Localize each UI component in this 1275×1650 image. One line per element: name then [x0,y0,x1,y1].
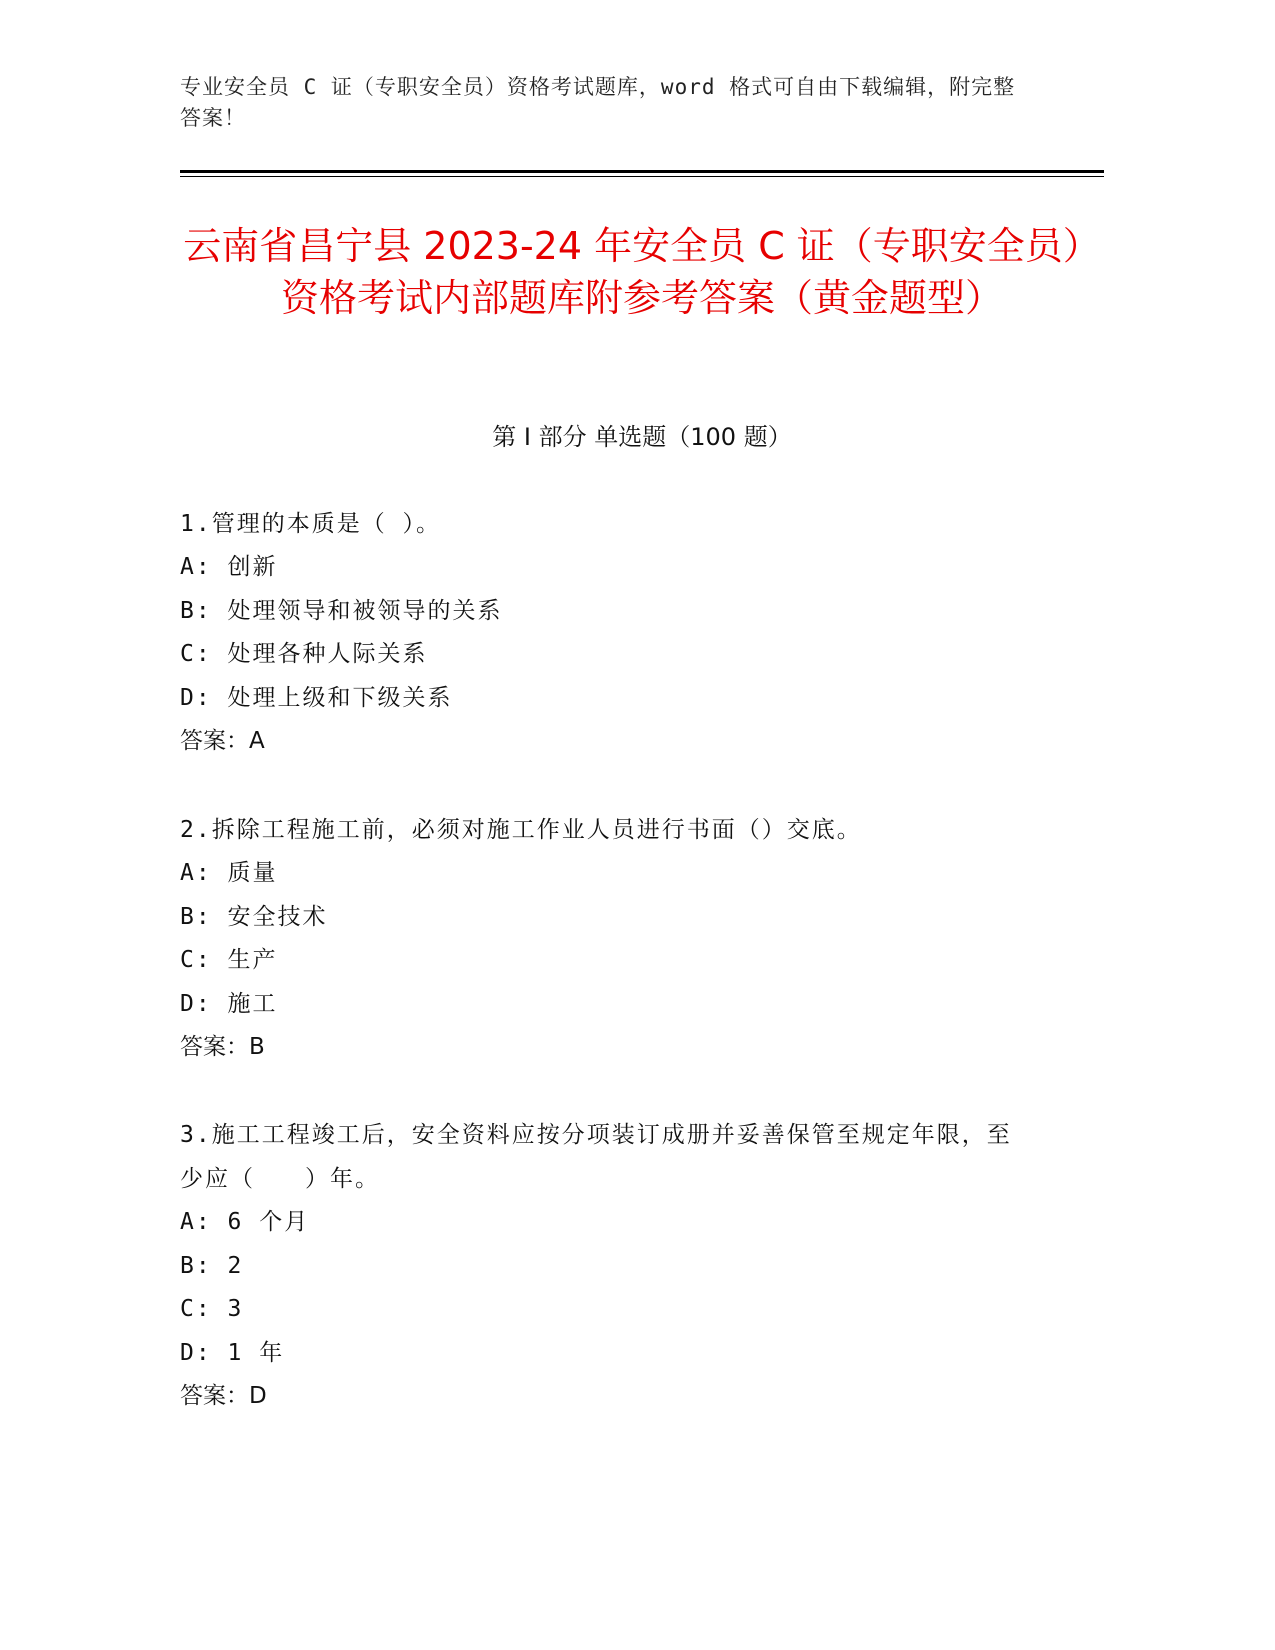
option-d: D: 处理上级和下级关系 [180,684,453,711]
option-c: C: 生产 [180,947,278,973]
option-d: D: 施工 [180,990,278,1017]
answer: 答案：B [180,1034,265,1060]
option-b: B: 安全技术 [180,903,328,930]
answer: 答案：D [180,1383,267,1409]
question-stem: 1.管理的本质是（ ）。 [180,511,442,537]
option-a: A: 创新 [180,554,278,580]
option-a: A: 质量 [180,860,278,886]
question-block [180,502,1030,764]
question-stem: 3.施工工程竣工后，安全资料应按分项装订成册并妥善保管至规定年限，至少应（ ）年。 [180,1122,1012,1192]
option-b: B: 2 [180,1252,244,1279]
header-note: 专业安全员 C 证（专职安全员）资格考试题库，word 格式可自由下载编辑，附完整答案！ [180,75,1016,130]
answer: 答案：A [180,728,265,754]
section-heading: 第 I 部分 单选题（100 题） [492,423,792,451]
question-stem: 2.拆除工程施工前，必须对施工作业人员进行书面（）交底。 [180,817,862,843]
option-c: C: 处理各种人际关系 [180,641,428,667]
document-title: 云南省昌宁县 2023-24 年安全员 C 证（专职安全员）资格考试内部题库附参考答案（黄金题型） [183,224,1101,320]
option-c: C: 3 [180,1296,244,1322]
option-b: B: 处理领导和被领导的关系 [180,597,503,624]
header-divider-thick [180,170,1104,173]
option-d: D: 1 年 [180,1339,285,1366]
question-block [180,808,1030,1070]
header-divider-thin [180,176,1104,177]
option-a: A: 6 个月 [180,1209,310,1235]
question-block [180,1113,1030,1419]
